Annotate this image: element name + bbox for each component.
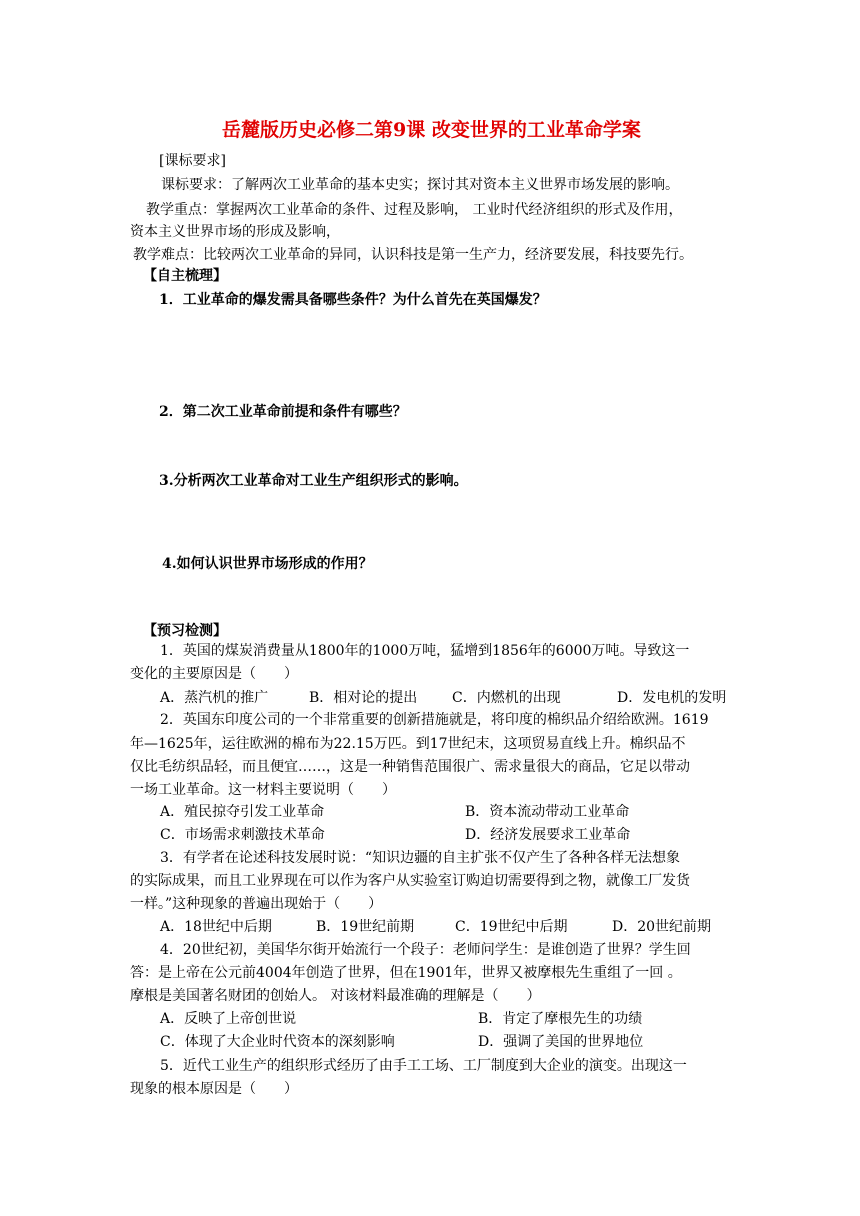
question-1-option-d: D．发电机的发明 bbox=[617, 690, 727, 706]
question-2-option-c: C．市场需求刺激技术革命 bbox=[160, 827, 325, 843]
question-3-option-a: A．18世纪中后期 bbox=[160, 919, 272, 935]
standards-requirement: 课标要求：了解两次工业革命的基本史实；探讨其对资本主义世界市场发展的影响。 bbox=[161, 177, 679, 193]
question-2-option-d: D．经济发展要求工业革命 bbox=[465, 827, 631, 843]
question-5-line-1: 5．近代工业生产的组织形式经历了由手工工场、工厂制度到大企业的演变。出现这一 bbox=[160, 1058, 687, 1074]
difficulty-line: 教学难点：比较两次工业革命的异同，认识科技是第一生产力，经济要发展，科技要先行。 bbox=[133, 247, 693, 263]
question-1-option-b: B．相对论的提出 bbox=[309, 690, 418, 706]
question-4-line-1: 4．20世纪初，美国华尔街开始流行一个段子：老师问学生：是谁创造了世界？学生回 bbox=[160, 942, 691, 958]
question-3-line-2: 的实际成果，而且工业界现在可以作为客户从实验室订购迫切需要得到之物，就像工厂发货 bbox=[130, 873, 690, 889]
self-study-heading: 【自主梳理】 bbox=[143, 268, 227, 284]
self-study-question-4: 4.如何认识世界市场形成的作用？ bbox=[162, 556, 373, 572]
self-study-question-1: 1．工业革命的爆发需具备哪些条件？为什么首先在英国爆发？ bbox=[159, 292, 547, 308]
preview-heading: 【预习检测】 bbox=[143, 623, 227, 639]
question-2-line-1: 2．英国东印度公司的一个非常重要的创新措施就是，将印度的棉织品介绍给欧洲。1619 bbox=[160, 712, 709, 728]
question-4-line-2: 答：是上帝在公元前4004年创造了世界，但在1901年，世界又被摩根先生重组了一回 。 bbox=[130, 965, 682, 981]
question-1-option-c: C．内燃机的出现 bbox=[452, 690, 561, 706]
question-4-option-d: D．强调了美国的世界地位 bbox=[478, 1034, 644, 1050]
question-3-line-3: 一样。”这种现象的普遍出现始于（ ） bbox=[130, 896, 383, 912]
question-2-line-4: 一场工业革命。这一材料主要说明（ ） bbox=[130, 782, 396, 798]
question-3-line-1: 3．有学者在论述科技发展时说：“知识边疆的自主扩张不仅产生了各种各样无法想象 bbox=[160, 850, 681, 866]
page-title: 岳麓版历史必修二第9课 改变世界的工业革命学案 bbox=[222, 119, 641, 141]
question-1-line-1: 1．英国的煤炭消费量从1800年的1000万吨，猛增到1856年的6000万吨。导致这一 bbox=[160, 643, 690, 659]
question-3-option-d: D．20世纪前期 bbox=[612, 919, 712, 935]
self-study-question-3: 3.分析两次工业革命对工业生产组织形式的影响。 bbox=[159, 473, 468, 489]
question-3-option-b: B．19世纪前期 bbox=[316, 919, 415, 935]
question-4-option-b: B．肯定了摩根先生的功绩 bbox=[478, 1011, 643, 1027]
question-2-option-b: B．资本流动带动工业革命 bbox=[465, 804, 630, 820]
key-points-line-1: 教学重点：掌握两次工业革命的条件、过程及影响， 工业时代经济组织的形式及作用， bbox=[146, 202, 683, 218]
question-2-line-3: 仅比毛纺织品轻，而且便宜……，这是一种销售范围很广、需求量很大的商品，它足以带动 bbox=[130, 759, 690, 775]
key-points-line-2: 资本主义世界市场的形成及影响， bbox=[130, 224, 340, 240]
standards-heading: [课标要求] bbox=[159, 153, 226, 169]
question-2-option-a: A．殖民掠夺引发工业革命 bbox=[160, 804, 325, 820]
self-study-question-2: 2．第二次工业革命前提和条件有哪些？ bbox=[159, 404, 407, 420]
question-4-option-a: A．反映了上帝创世说 bbox=[160, 1011, 297, 1027]
question-4-option-c: C．体现了大企业时代资本的深刻影响 bbox=[160, 1034, 395, 1050]
question-4-line-3: 摩根是美国著名财团的创始人。 对该材料最准确的理解是（ ） bbox=[130, 988, 541, 1004]
question-1-line-2: 变化的主要原因是（ ） bbox=[130, 666, 298, 682]
question-5-line-2: 现象的根本原因是（ ） bbox=[130, 1081, 298, 1097]
question-2-line-2: 年—1625年，运往欧洲的棉布为22.15万匹。到17世纪末，这项贸易直线上升。棉织品不 bbox=[130, 736, 686, 752]
question-3-option-c: C．19世纪中后期 bbox=[455, 919, 568, 935]
question-1-option-a: A．蒸汽机的推广 bbox=[160, 690, 269, 706]
